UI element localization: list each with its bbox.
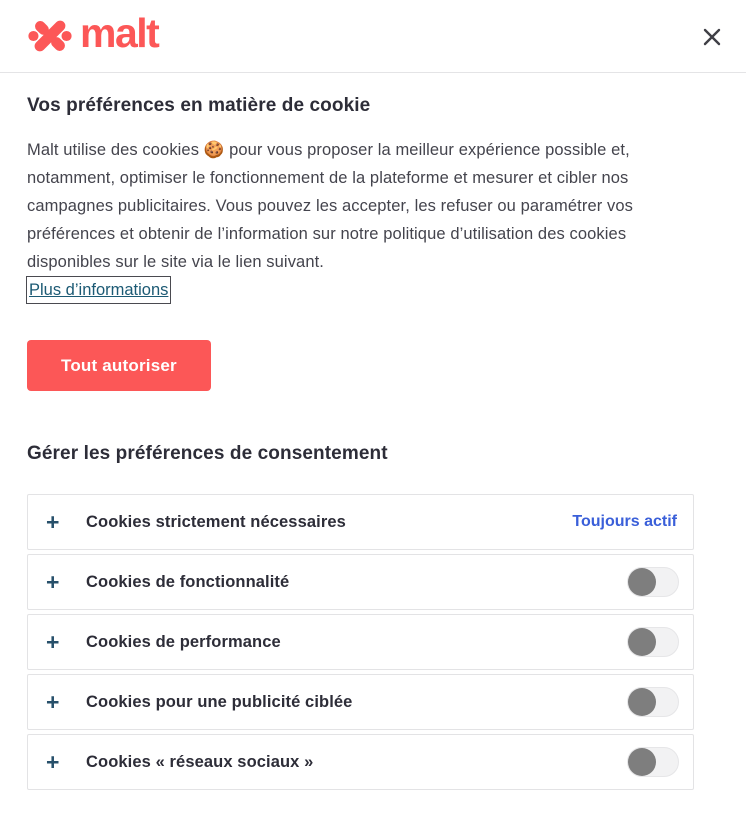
consent-row bbox=[27, 494, 694, 550]
consent-list bbox=[27, 494, 694, 790]
toggle-switch[interactable] bbox=[627, 747, 679, 777]
more-info-link[interactable]: Plus d’informations bbox=[27, 277, 170, 303]
toggle-knob bbox=[628, 628, 656, 656]
consent-row-label: Cookies strictement nécessaires bbox=[86, 512, 346, 531]
plus-icon: + bbox=[46, 688, 60, 715]
toggle-knob bbox=[628, 748, 656, 776]
consent-row bbox=[27, 554, 694, 610]
accept-all-button[interactable]: Tout autoriser bbox=[27, 340, 211, 391]
close-button[interactable] bbox=[694, 19, 730, 55]
consent-row bbox=[27, 614, 694, 670]
consent-row bbox=[27, 734, 694, 790]
malt-flower-icon bbox=[27, 13, 73, 59]
expand-button[interactable] bbox=[46, 568, 66, 595]
toggle-switch[interactable] bbox=[627, 627, 679, 657]
plus-icon: + bbox=[46, 628, 60, 655]
consent-row-label: Cookies de fonctionnalité bbox=[86, 572, 290, 591]
toggle-knob bbox=[628, 688, 656, 716]
always-active-label: Toujours actif bbox=[572, 513, 677, 530]
toggle-switch[interactable] bbox=[627, 567, 679, 597]
plus-icon: + bbox=[46, 748, 60, 775]
preferences-heading: Gérer les préférences de consentement bbox=[27, 443, 388, 464]
dialog-title: Vos préférences en matière de cookie bbox=[27, 95, 371, 116]
toggle-knob bbox=[628, 568, 656, 596]
consent-row-label: Cookies de performance bbox=[86, 632, 281, 651]
close-icon bbox=[703, 28, 721, 46]
cookie-description: Malt utilise des cookies 🍪 pour vous proposer la meilleur expérience possible et, notamment, optimiser le fonctionnement de la plateforme et mesurer et cibler nos campagnes publicitaires. Vous pouvez les accepter, les refuser ou paramétrer vos préférences et obtenir de l’information sur notre politique d’utilisation des cookies disponibles sur le site via le lien suivant. bbox=[27, 141, 633, 271]
expand-button[interactable] bbox=[46, 508, 66, 535]
plus-icon: + bbox=[46, 568, 60, 595]
expand-button[interactable] bbox=[46, 688, 66, 715]
expand-button[interactable] bbox=[46, 748, 66, 775]
cookie-consent-dialog bbox=[0, 73, 746, 790]
consent-row bbox=[27, 674, 694, 730]
brand-wordmark: malt bbox=[80, 9, 159, 56]
expand-button[interactable] bbox=[46, 628, 66, 655]
consent-row-label: Cookies « réseaux sociaux » bbox=[86, 752, 314, 771]
dialog-header bbox=[0, 0, 746, 73]
consent-row-label: Cookies pour une publicité ciblée bbox=[86, 692, 353, 711]
brand-logo bbox=[27, 9, 159, 60]
toggle-switch[interactable] bbox=[627, 687, 679, 717]
plus-icon: + bbox=[46, 508, 60, 535]
